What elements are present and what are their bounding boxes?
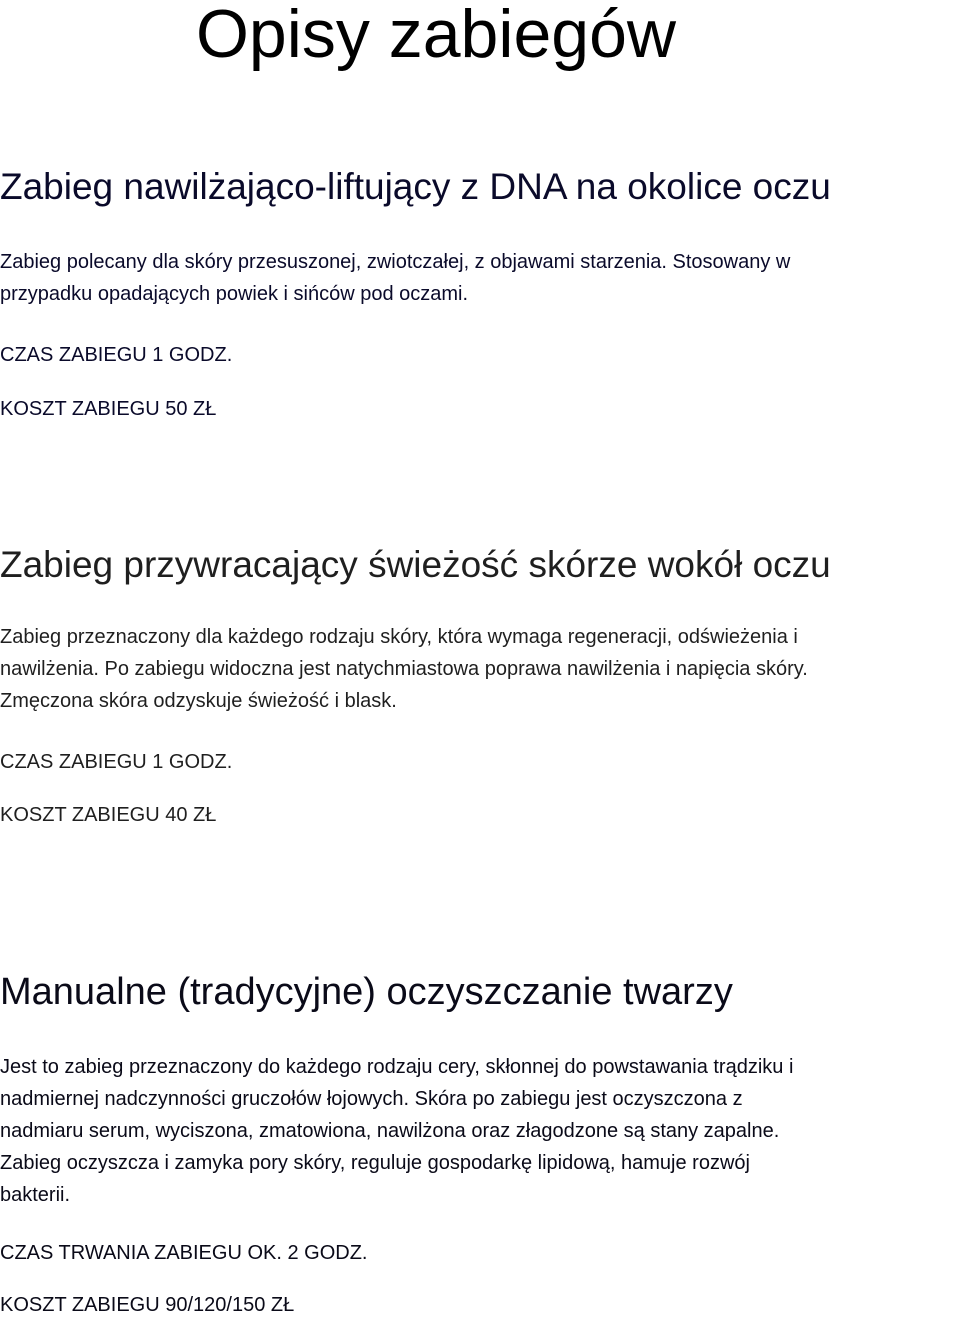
treatment-cost: KOSZT ZABIEGU 90/120/150 ZŁ (0, 1294, 295, 1316)
description-line: Zabieg oczyszcza i zamyka pory skóry, reguluje gospodarkę lipidową, hamuje rozwój (0, 1152, 750, 1174)
description-line: Zmęczona skóra odzyskuje świeżość i blask. (0, 690, 397, 712)
description-line: bakterii. (0, 1184, 71, 1206)
treatment-time: CZAS ZABIEGU 1 GODZ. (0, 751, 233, 773)
treatment-cost: KOSZT ZABIEGU 50 ZŁ (0, 398, 217, 420)
description-line: nadmiernej nadczynności gruczołów łojowych. Skóra po zabiegu jest oczyszczona z (0, 1088, 743, 1110)
treatment-time: CZAS ZABIEGU 1 GODZ. (0, 344, 233, 366)
section-heading: Zabieg nawilżająco-liftujący z DNA na okolice oczu (0, 166, 831, 207)
description-line: Zabieg przeznaczony dla każdego rodzaju skóry, która wymaga regeneracji, odświeżenia i (0, 626, 798, 648)
page-title: Opisy zabiegów (196, 0, 677, 72)
description-line: Jest to zabieg przeznaczony do każdego rodzaju cery, skłonnej do powstawania trądziku i (0, 1056, 794, 1078)
treatment-cost: KOSZT ZABIEGU 40 ZŁ (0, 804, 217, 826)
description-line: nadmiaru serum, wyciszona, zmatowiona, nawilżona oraz złagodzone są stany zapalne. (0, 1120, 780, 1142)
section-description (0, 621, 960, 717)
description-line: przypadku opadających powiek i sińców pod oczami. (0, 283, 469, 305)
description-line: nawilżenia. Po zabiegu widoczna jest natychmiastowa poprawa nawilżenia i napięcia skóry. (0, 658, 808, 680)
treatment-time: CZAS TRWANIA ZABIEGU OK. 2 GODZ. (0, 1242, 368, 1264)
description-line: Zabieg polecany dla skóry przesuszonej, zwiotczałej, z objawami starzenia. Stosowany w (0, 251, 791, 273)
section-heading: Manualne (tradycyjne) oczyszczanie twarzy (0, 971, 733, 1013)
section-heading: Zabieg przywracający świeżość skórze wokół oczu (0, 544, 831, 585)
section-description (0, 1051, 960, 1211)
section-description (0, 246, 960, 310)
